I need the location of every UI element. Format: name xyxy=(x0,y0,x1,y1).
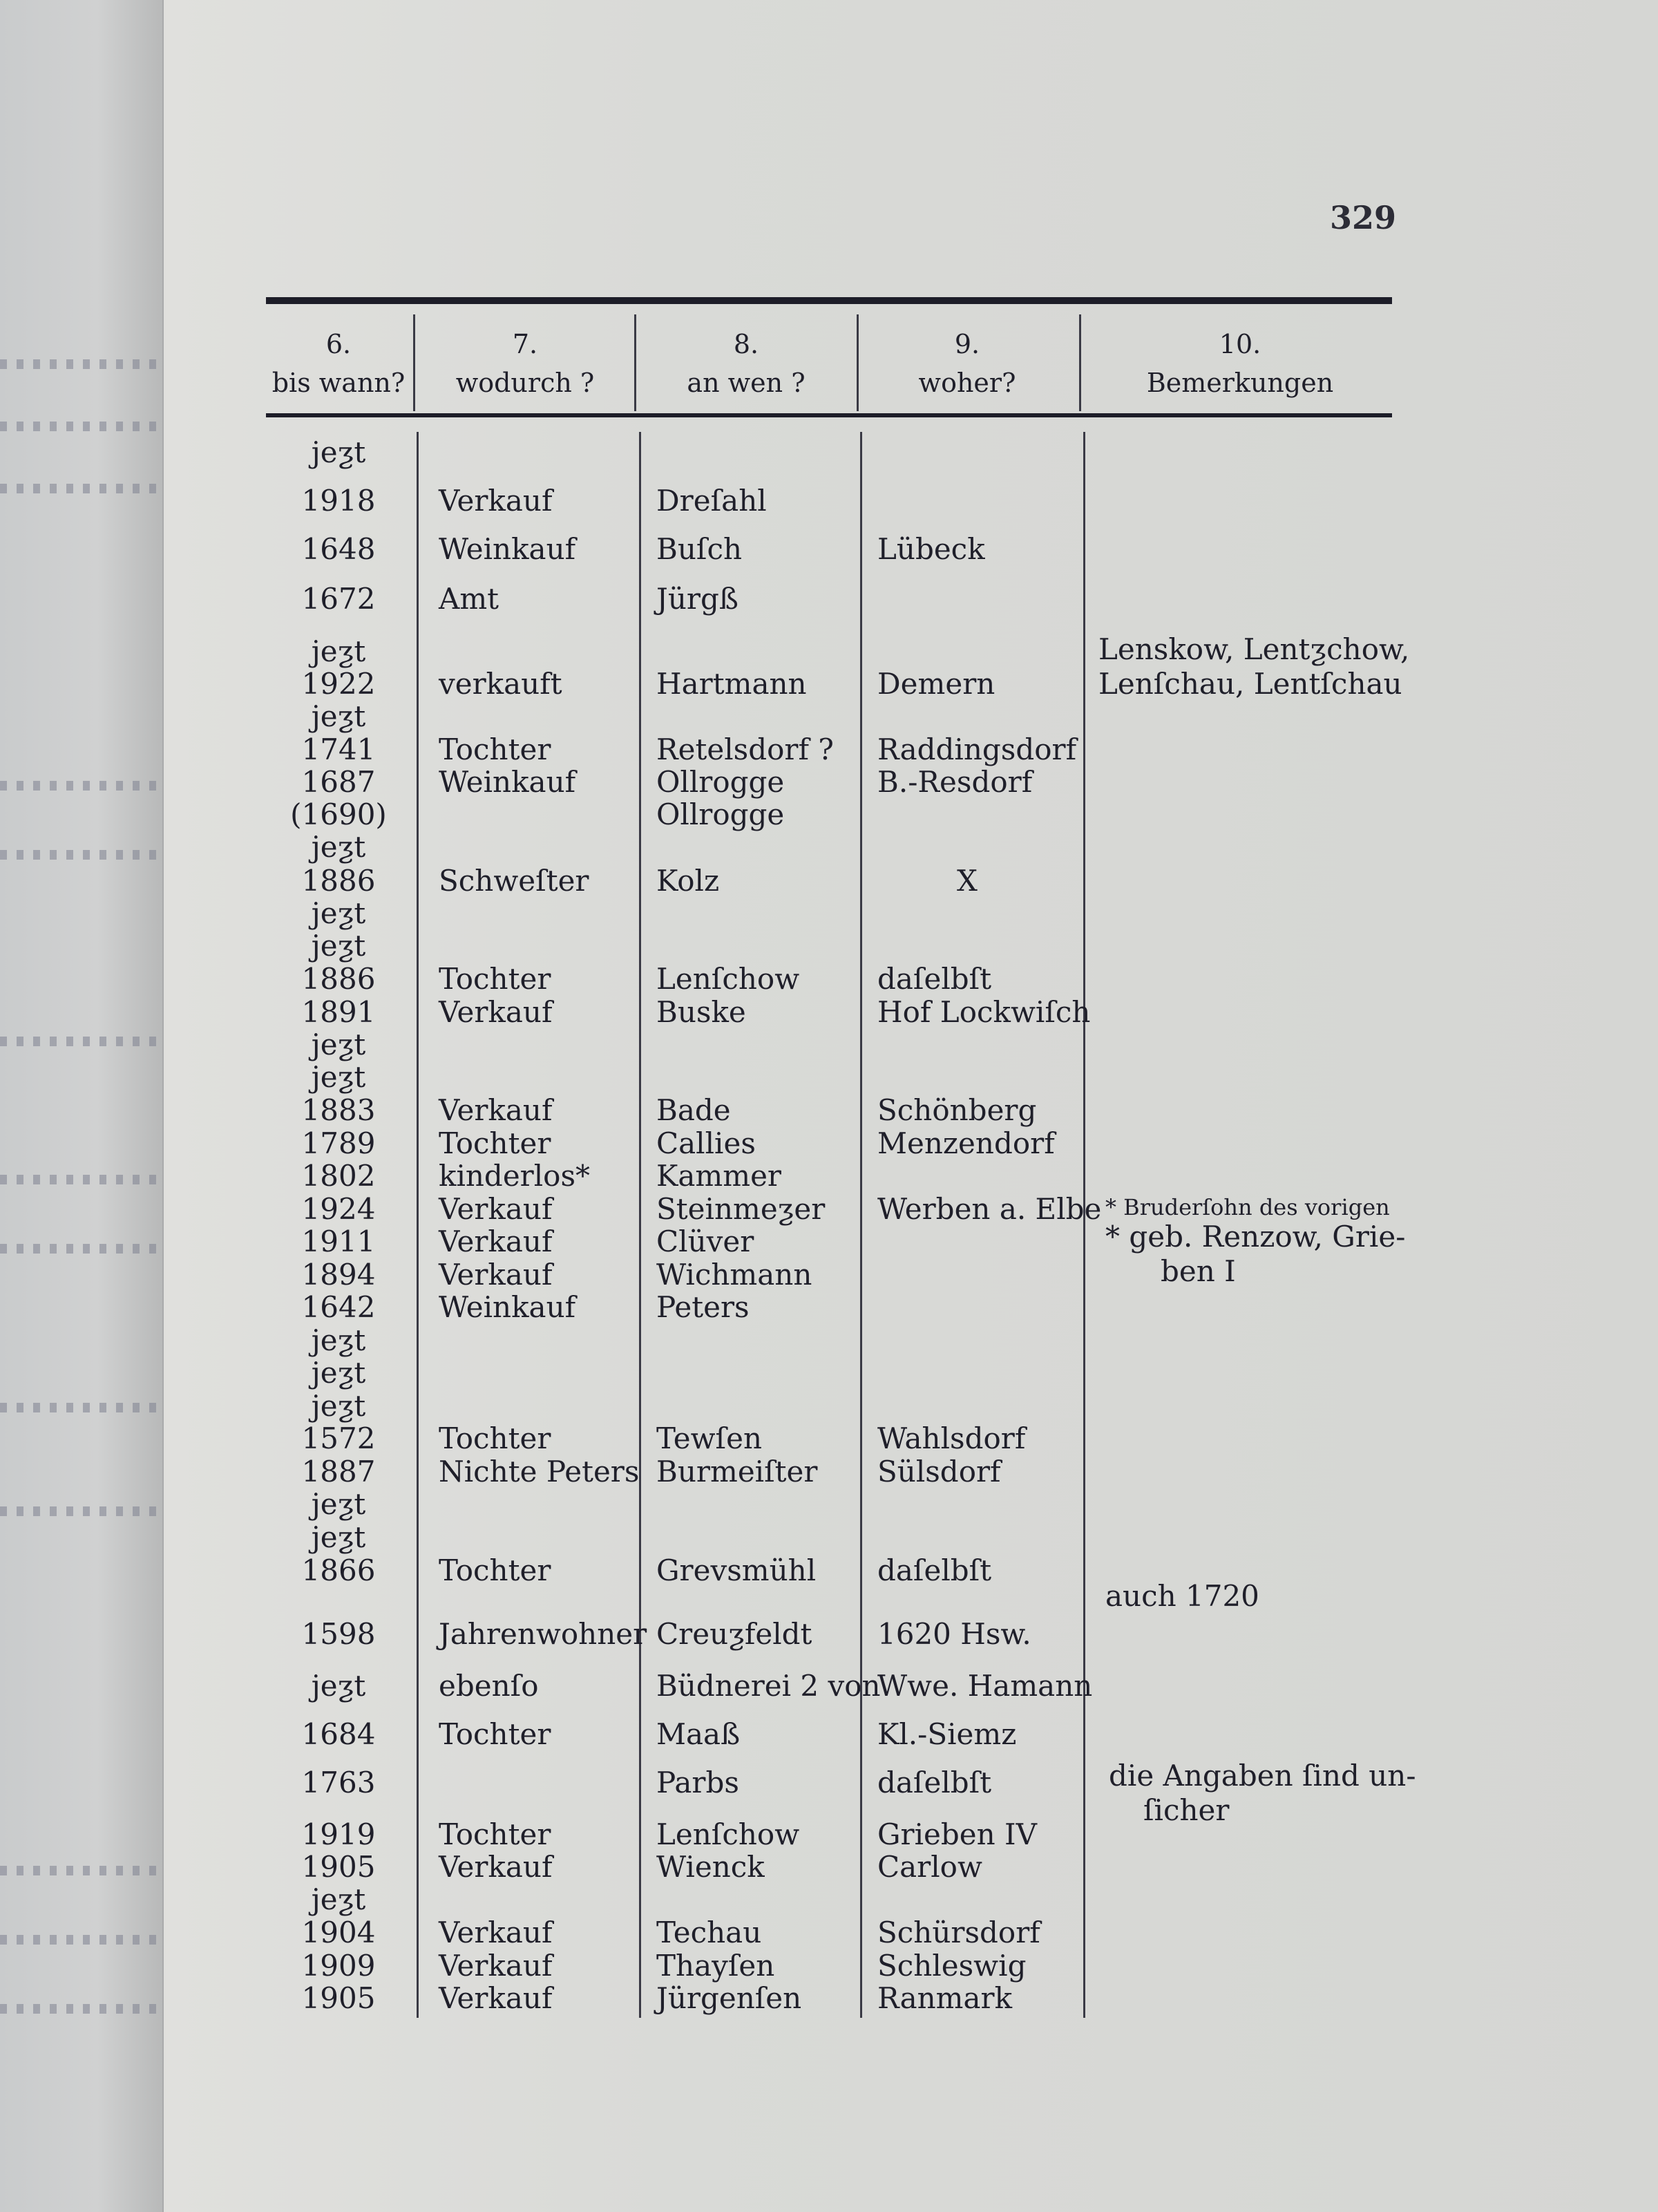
header-divider xyxy=(413,314,415,411)
cell-c7: Tochter xyxy=(439,1126,551,1160)
cell-c8: Büdnerei 2 von xyxy=(656,1669,881,1703)
remark-line: Lenſchau, Lentſchau xyxy=(1098,667,1402,701)
cell-c6: jeƺt xyxy=(311,1487,366,1521)
column-divider xyxy=(860,432,862,2018)
cell-c6: 1866 xyxy=(301,1553,376,1587)
cell-c7: Verkauf xyxy=(439,1850,553,1884)
cell-c8: Tewſen xyxy=(656,1421,763,1455)
cell-c7: ebenſo xyxy=(439,1669,539,1703)
cell-c6: jeƺt xyxy=(311,1028,366,1061)
cell-c7: Schweſter xyxy=(439,864,589,898)
cell-c6: jeƺt xyxy=(311,929,366,963)
header-col-9-label: woher? xyxy=(918,368,1016,398)
cell-c9: daſelbſt xyxy=(877,1553,992,1587)
cell-c8: Ollrogge xyxy=(656,765,785,799)
cell-c9: 1620 Hsw. xyxy=(877,1617,1031,1651)
cell-c8: Lenſchow xyxy=(656,1817,800,1851)
cell-c7: Verkauf xyxy=(439,1225,553,1258)
cell-c7: Weinkauf xyxy=(439,1290,576,1324)
cell-c8: Kammer xyxy=(656,1159,782,1193)
cell-c6: 1905 xyxy=(301,1981,376,2015)
cell-c6: 1883 xyxy=(301,1093,376,1127)
cell-c7: Tochter xyxy=(439,732,551,766)
cell-c7: Verkauf xyxy=(439,484,553,518)
cell-c8: Callies xyxy=(656,1126,756,1160)
cell-c8: Jürgenſen xyxy=(656,1981,802,2015)
remark-line: * Bruderſohn des vorigen xyxy=(1105,1194,1390,1220)
cell-c9: Wwe. Hamann xyxy=(877,1669,1093,1703)
header-col-9 xyxy=(857,325,1078,415)
cell-c8: Wienck xyxy=(656,1850,765,1884)
cell-c6: jeƺt xyxy=(311,634,366,668)
cell-c6: 1886 xyxy=(301,962,376,996)
header-col-8-num: 8. xyxy=(733,329,759,359)
cell-c7: Verkauf xyxy=(439,1981,553,2015)
column-divider xyxy=(417,432,419,2018)
cell-c8: Techau xyxy=(656,1916,762,1949)
header-col-6 xyxy=(266,325,411,415)
cell-c6: 1911 xyxy=(301,1225,376,1258)
cell-c6: jeƺt xyxy=(311,699,366,733)
cell-c8: Maaß xyxy=(656,1717,741,1751)
cell-c7: Tochter xyxy=(439,1817,551,1851)
remark-0 xyxy=(1098,632,1410,701)
cell-c6: 1763 xyxy=(301,1766,376,1799)
header-col-10-num: 10. xyxy=(1219,329,1261,359)
cell-c8: Jürgß xyxy=(656,582,739,616)
remark-3 xyxy=(1105,1579,1259,1614)
cell-c6: 1642 xyxy=(301,1290,376,1324)
cell-c8: Wichmann xyxy=(656,1258,812,1292)
cell-c7: Weinkauf xyxy=(439,532,576,566)
cell-c9: Schürsdorf xyxy=(877,1916,1040,1949)
facing-page-edge xyxy=(0,0,164,2212)
cell-c6: 1789 xyxy=(301,1126,376,1160)
cell-c6: 1684 xyxy=(301,1717,376,1751)
cell-c6: 1687 xyxy=(301,765,376,799)
cell-c9: Schönberg xyxy=(877,1093,1037,1127)
cell-c7: Tochter xyxy=(439,1421,551,1455)
cell-c9: Hof Lockwiſch xyxy=(877,995,1091,1029)
cell-c9: Grieben IV xyxy=(877,1817,1037,1851)
header-col-7-num: 7. xyxy=(512,329,538,359)
cell-c6: 1802 xyxy=(301,1159,376,1193)
cell-c9: Sülsdorf xyxy=(877,1455,1001,1488)
cell-c6: 1905 xyxy=(301,1850,376,1884)
cell-c8: Hartmann xyxy=(656,667,807,701)
cell-c8: Parbs xyxy=(656,1766,739,1799)
header-divider xyxy=(1079,314,1081,411)
remark-line: * geb. Renzow, Grie- xyxy=(1105,1220,1406,1254)
cell-c7: Weinkauf xyxy=(439,765,576,799)
remark-line: die Angaben ſind un- xyxy=(1109,1759,1416,1793)
cell-c6: 1918 xyxy=(301,484,376,518)
cell-c9: Menzendorf xyxy=(877,1126,1055,1160)
header-col-6-label: bis wann? xyxy=(271,368,406,398)
cell-c8: Creuƺfeldt xyxy=(656,1617,812,1651)
cell-c7: Verkauf xyxy=(439,1093,553,1127)
cell-c6: 1672 xyxy=(301,582,376,616)
remark-line: auch 1720 xyxy=(1105,1579,1259,1613)
header-col-8-label: an wen ? xyxy=(687,368,806,398)
remark-2 xyxy=(1105,1220,1405,1289)
cell-c7: kinderlos* xyxy=(439,1159,591,1193)
cell-c8: Retelsdorf ? xyxy=(656,732,834,766)
cell-c8: Peters xyxy=(656,1290,750,1324)
cell-c7: Tochter xyxy=(439,962,551,996)
cell-c9: B.-Resdorf xyxy=(877,765,1033,799)
cell-c6: 1904 xyxy=(301,1916,376,1949)
remark-line: ſicher xyxy=(1143,1793,1230,1827)
cell-c6: 1894 xyxy=(301,1258,376,1292)
cell-c9: Wahlsdorf xyxy=(877,1421,1026,1455)
cell-c6: 1648 xyxy=(301,532,376,566)
cell-c6: 1741 xyxy=(301,732,376,766)
cell-c6: 1891 xyxy=(301,995,376,1029)
cell-c6: 1598 xyxy=(301,1617,376,1651)
cell-c9: Kl.-Siemz xyxy=(877,1717,1017,1751)
cell-c6: 1886 xyxy=(301,864,376,898)
cell-c6: jeƺt xyxy=(311,1060,366,1094)
cell-c8: Lenſchow xyxy=(656,962,800,996)
cell-c9: daſelbſt xyxy=(877,962,992,996)
cell-c9: Raddingsdorf xyxy=(877,732,1077,766)
cell-c9: Carlow xyxy=(877,1850,982,1884)
cell-c6: jeƺt xyxy=(311,896,366,930)
column-divider xyxy=(639,432,641,2018)
header-divider xyxy=(857,314,859,411)
cell-c7: Tochter xyxy=(439,1717,551,1751)
cell-c8: Thayſen xyxy=(656,1949,775,1983)
cell-c7: Verkauf xyxy=(439,1949,553,1983)
cell-c8: Buske xyxy=(656,995,746,1029)
cell-c6: 1572 xyxy=(301,1421,376,1455)
cell-c7: Verkauf xyxy=(439,995,553,1029)
cell-c6: 1924 xyxy=(301,1192,376,1226)
cell-c8: Clüver xyxy=(656,1225,754,1258)
header-col-7-label: wodurch ? xyxy=(455,368,595,398)
header-col-10 xyxy=(1081,325,1399,415)
header-divider xyxy=(634,314,636,411)
cell-c8: Grevsmühl xyxy=(656,1553,817,1587)
cell-c8: Kolz xyxy=(656,864,720,898)
page-number: 329 xyxy=(1330,199,1397,236)
cell-c9: Werben a. Elbe xyxy=(877,1192,1102,1226)
header-col-6-num: 6. xyxy=(325,329,352,359)
cell-c8: Dreſahl xyxy=(656,484,767,518)
cell-c6: jeƺt xyxy=(311,1669,366,1703)
cell-c9: Schleswig xyxy=(877,1949,1027,1983)
header-col-9-num: 9. xyxy=(954,329,980,359)
cell-c9: X xyxy=(957,864,978,898)
cell-c7: verkauft xyxy=(439,667,562,701)
remark-line: ben I xyxy=(1161,1254,1236,1288)
cell-c6: jeƺt xyxy=(311,1356,366,1390)
cell-c9: Lübeck xyxy=(877,532,985,566)
cell-c6: jeƺt xyxy=(311,435,366,469)
remark-line: Lenskow, Lentƺchow, xyxy=(1098,632,1410,666)
cell-c6: jeƺt xyxy=(311,1323,366,1357)
header-col-7 xyxy=(414,325,636,415)
remark-4 xyxy=(1109,1759,1416,1828)
cell-c6: jeƺt xyxy=(311,1520,366,1554)
cell-c7: Jahrenwohner xyxy=(439,1617,647,1651)
cell-c9: daſelbſt xyxy=(877,1766,992,1799)
cell-c6: jeƺt xyxy=(311,1389,366,1423)
cell-c6: 1922 xyxy=(301,667,376,701)
cell-c7: Amt xyxy=(439,582,499,616)
table-top-rule xyxy=(266,297,1392,304)
header-col-10-label: Bemerkungen xyxy=(1146,368,1334,398)
cell-c9: Ranmark xyxy=(877,1981,1013,2015)
cell-c8: Ollrogge xyxy=(656,797,785,831)
cell-c7: Verkauf xyxy=(439,1192,553,1226)
cell-c8: Steinmeƺer xyxy=(656,1192,826,1226)
cell-c7: Verkauf xyxy=(439,1916,553,1949)
cell-c6: jeƺt xyxy=(311,830,366,864)
cell-c6: 1887 xyxy=(301,1455,376,1488)
cell-c6: 1909 xyxy=(301,1949,376,1983)
cell-c8: Bade xyxy=(656,1093,731,1127)
cell-c7: Verkauf xyxy=(439,1258,553,1292)
header-col-8 xyxy=(636,325,857,415)
cell-c6: 1919 xyxy=(301,1817,376,1851)
cell-c7: Nichte Peters xyxy=(439,1455,640,1488)
cell-c8: Buſch xyxy=(656,532,743,566)
cell-c9: Demern xyxy=(877,667,995,701)
cell-c6: jeƺt xyxy=(311,1882,366,1916)
cell-c8: Burmeiſter xyxy=(656,1455,818,1488)
cell-c6: (1690) xyxy=(290,797,387,831)
cell-c7: Tochter xyxy=(439,1553,551,1587)
